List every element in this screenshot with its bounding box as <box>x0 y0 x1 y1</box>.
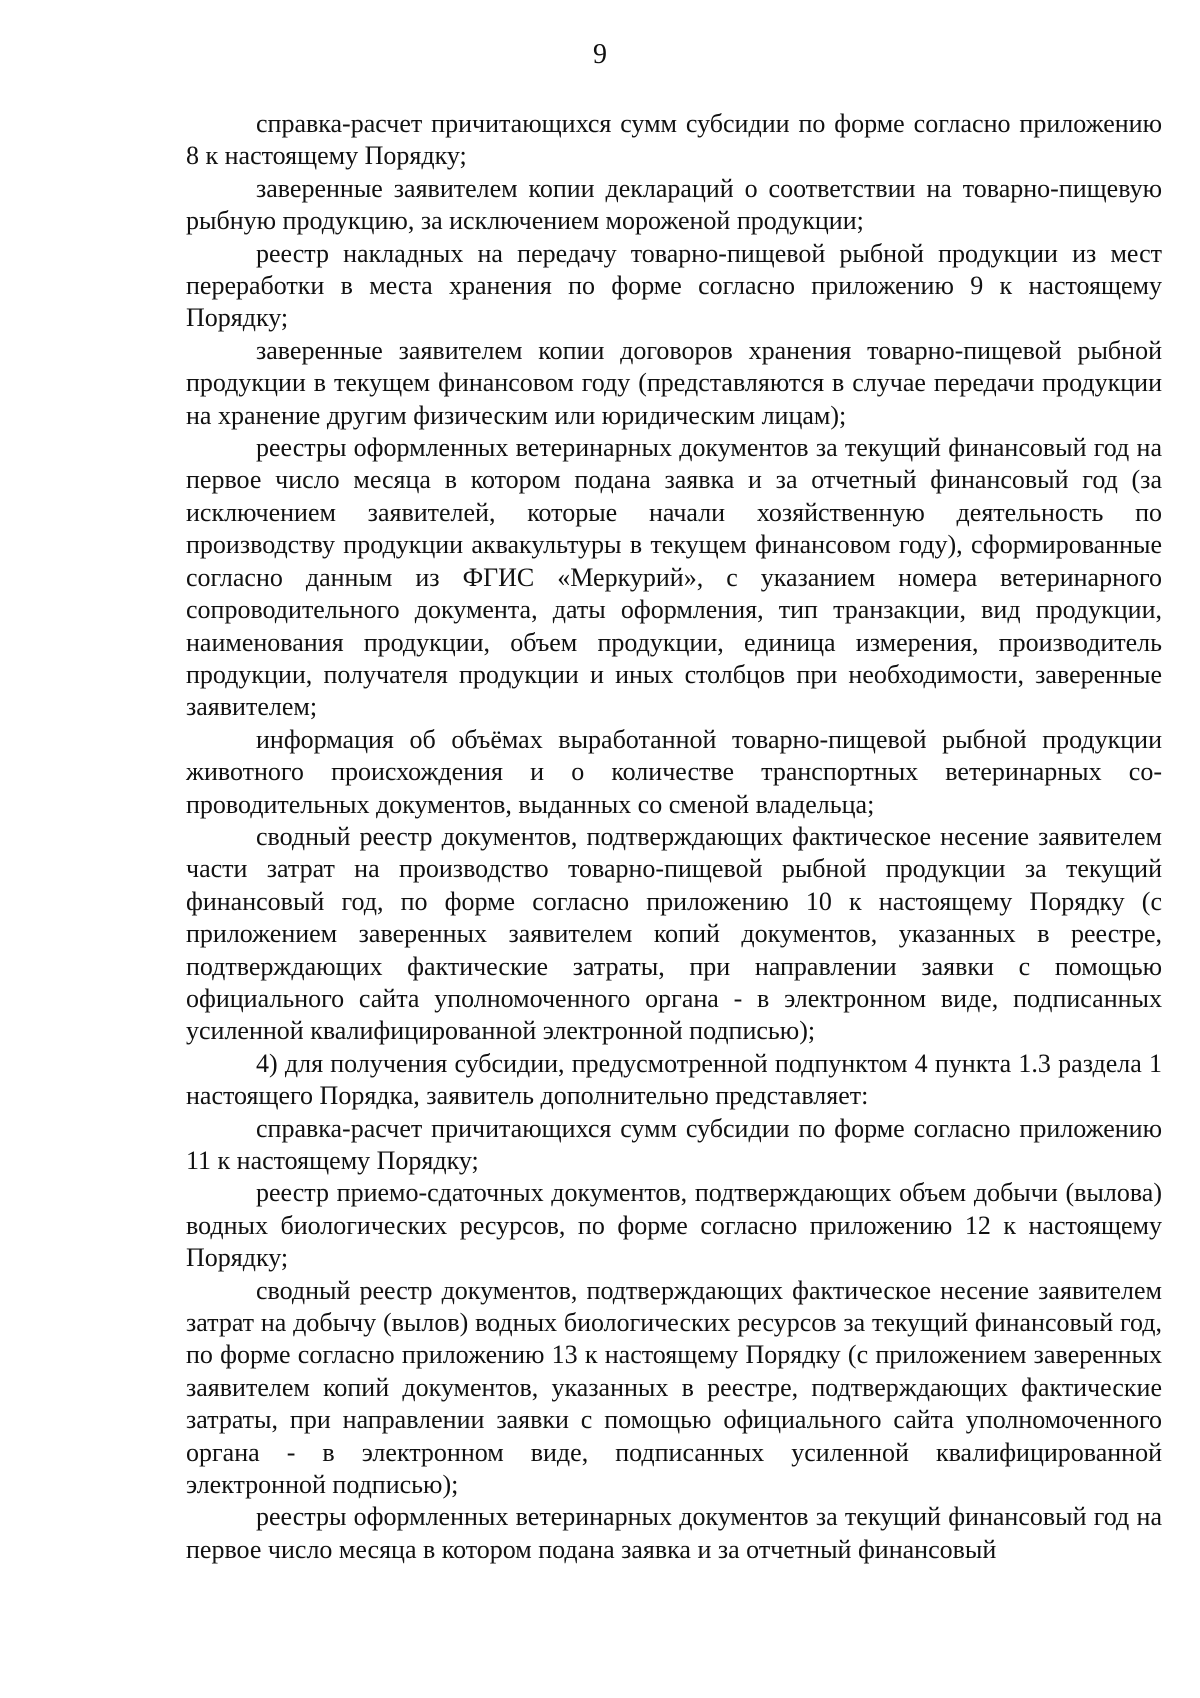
paragraph: информация об объёмах выработанной товарно-пищевой рыбной продукции животного происхождения и о количестве транспортных ветеринарных сопроводительных документов, выданных со сменой владельца; <box>186 724 1162 819</box>
paragraph: справка-расчет причитающихся сумм субсидии по форме согласно приложению 11 к настоящему Порядку; <box>186 1113 1162 1175</box>
paragraph: реестры оформленных ветеринарных документов за текущий финансовый год на первое число месяца в котором подана заявка и за отчетный финансовый <box>186 1502 1162 1564</box>
paragraph: заверенные заявителем копии договоров хранения товарно-пищевой рыбной продукции в текущем финансовом году (представляются в случае передачи продукции на хранение другим физическим или юридическим лицам); <box>186 335 1162 430</box>
paragraph: заверенные заявителем копии деклараций о соответствии на товарно-пищевую рыбную продукцию, за исключением мороженой продукции; <box>186 173 1162 236</box>
paragraph: реестр приемо-сдаточных документов, подтверждающих объем добычи (вылова) водных биологических ресурсов, по форме согласно приложению 12 к настоящему Порядку; <box>186 1178 1162 1273</box>
page-number: 9 <box>593 39 607 70</box>
paragraph: сводный реестр документов, подтверждающих фактическое несение заявителем части затрат на производство товарно-пищевой рыбной продукции за текущий финансовый год, по форме согласно приложению 10 к настоящему Порядку (с приложением заверенных заявителем копий документов, указанных в реестре, подтверждающих фактические затраты, при направлении заявки с помощью официального сайта уполномоченного органа - в электронном виде, подписанных усиленной квалифицированной электронной подписью); <box>186 821 1162 1046</box>
paragraph: реестры оформленных ветеринарных документов за текущий финансовый год на первое число месяца в котором подана заявка и за отчетный финансовый год (за исключением заявителей, которые начали хозяйственную деятельность по производству продукции аквакультуры в текущем финансовом году), сформированные согласно данным из ФГИС «Меркурий», с указанием номера ветеринарного сопроводительного документа, даты оформления, тип транзакции, вид продукции, наименования продукции, объем продукции, единица измерения, производитель продукции, получателя продукции и иных столбцов при необходимости, заверенные заявителем; <box>186 433 1162 722</box>
document-body <box>186 108 1162 1566</box>
paragraph: справка-расчет причитающихся сумм субсидии по форме согласно приложению 8 к настоящему Порядку; <box>186 109 1162 171</box>
paragraph: 4) для получения субсидии, предусмотренной подпунктом 4 пункта 1.3 раздела 1 настоящего Порядка, заявитель дополнительно представляет: <box>186 1048 1162 1111</box>
paragraph: реестр накладных на передачу товарно-пищевой рыбной продукции из мест переработки в места хранения по форме согласно приложению 9 к настоящему Порядку; <box>186 238 1162 333</box>
paragraph: сводный реестр документов, подтверждающих фактическое несение заявителем затрат на добычу (вылов) водных биологических ресурсов за текущий финансовый год, по форме согласно приложению 13 к настоящему Порядку (с приложением заверенных заявителем копий документов, указанных в реестре, подтверждающих фактические затраты, при направлении заявки с помощью официального сайта уполномоченного органа - в электронном виде, подписанных усиленной квалифицированной электронной подписью); <box>186 1275 1162 1500</box>
